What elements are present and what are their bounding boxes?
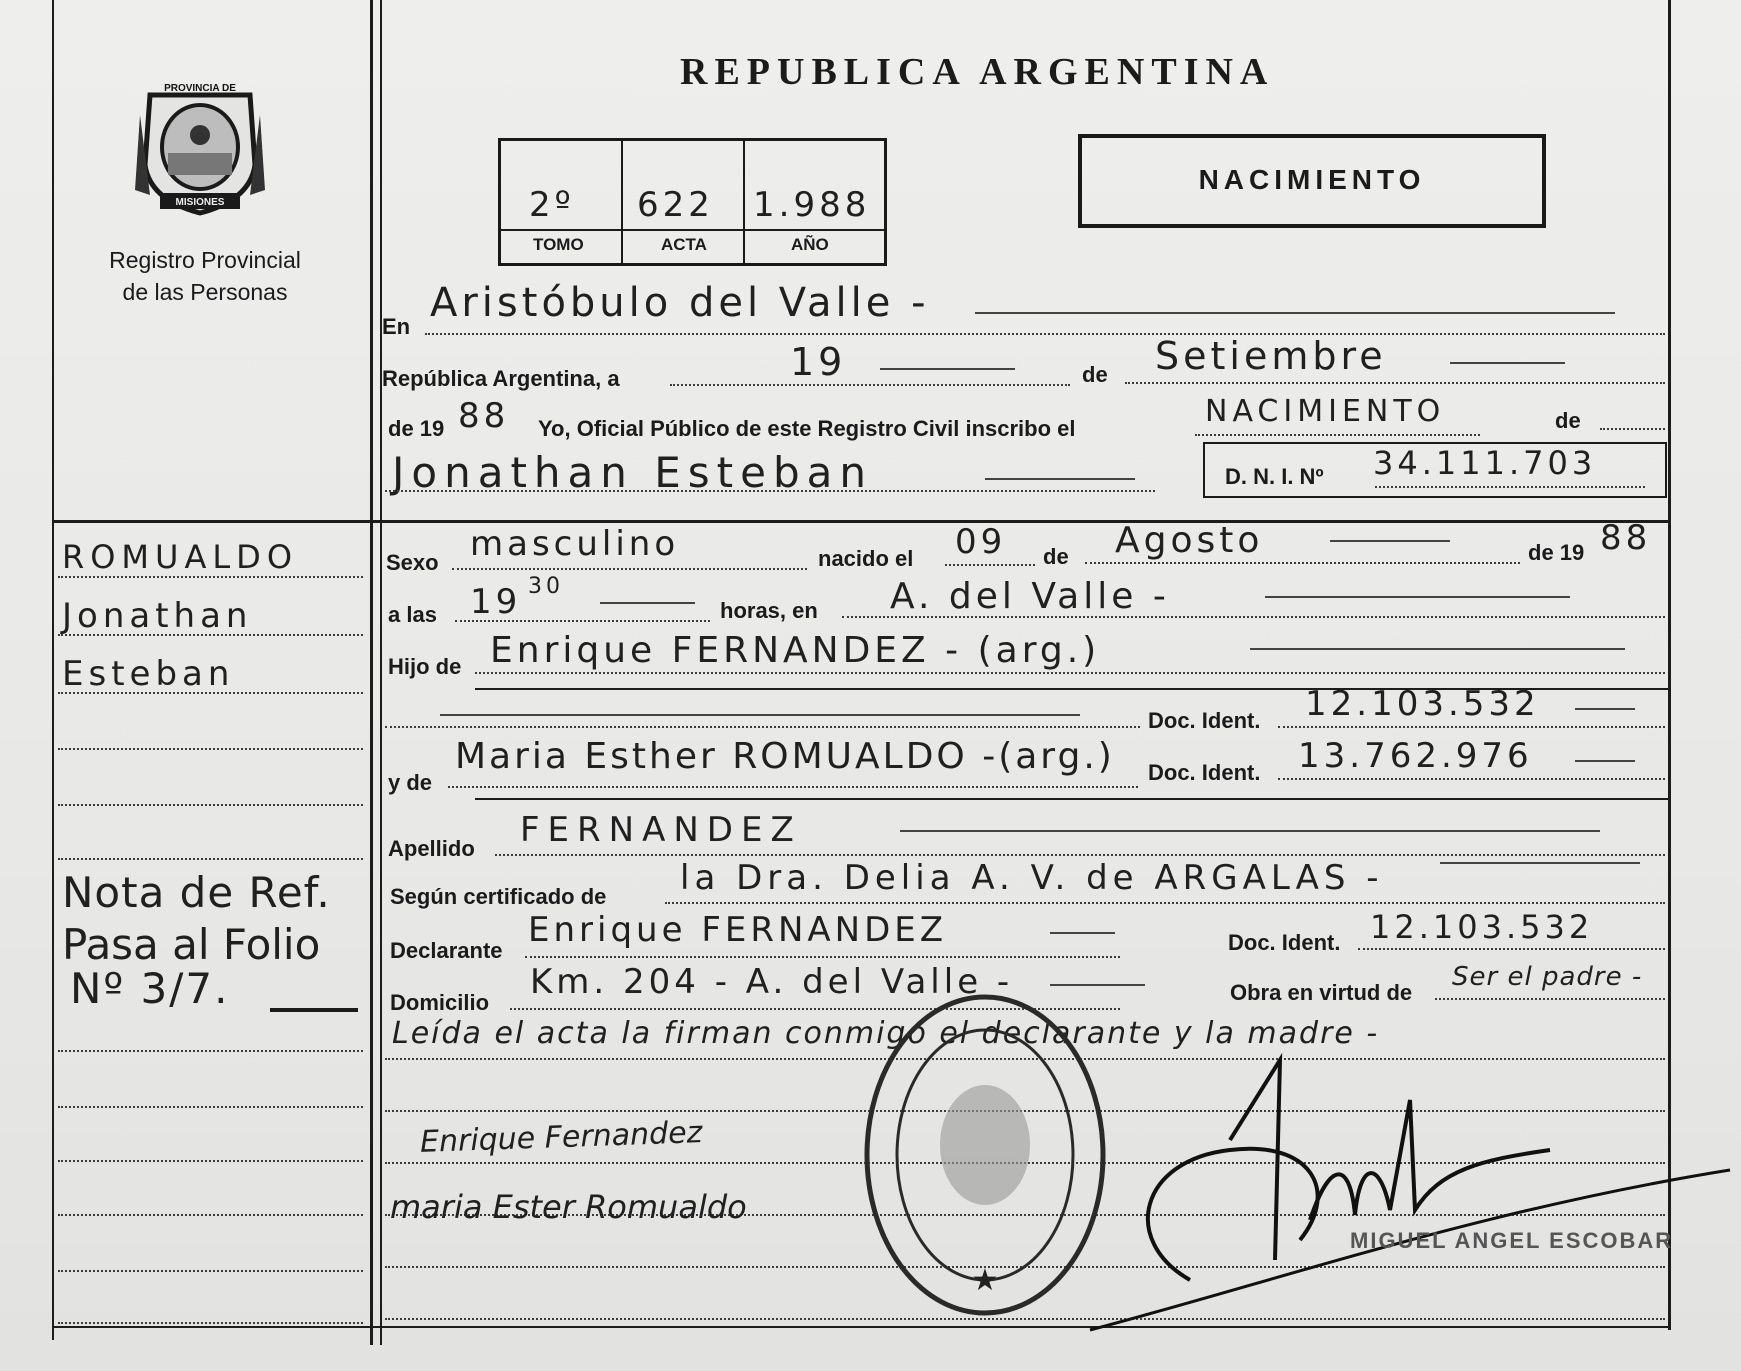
- hijo-label: Hijo de: [388, 654, 462, 679]
- act-value: NACIMIENTO: [1205, 394, 1446, 429]
- en-filler: [975, 312, 1615, 314]
- y-de-label: y de: [388, 770, 433, 795]
- province-seal-logo: [130, 75, 270, 220]
- republica-label: República Argentina, a: [382, 366, 620, 391]
- de19-label-2: de 19: [1528, 540, 1585, 565]
- sidebar-line-8: [58, 1106, 363, 1108]
- father-doc-label: Doc. Ident.: [1148, 708, 1261, 733]
- mother-doc-label: Doc. Ident.: [1148, 760, 1261, 785]
- registry-name: [70, 244, 340, 308]
- obra-label: Obra en virtud de: [1230, 980, 1413, 1005]
- oficial-label: Yo, Oficial Público de este Registro Civil inscribo el: [538, 416, 1076, 441]
- left-margin-edge: [52, 0, 54, 1340]
- sidebar-line-7: [58, 1050, 363, 1052]
- de-label-2: de: [1555, 408, 1581, 433]
- father-signature: Enrique Fernandez: [419, 1115, 703, 1160]
- mother-doc-line: [1278, 778, 1665, 780]
- segun-line: [665, 902, 1665, 904]
- mother-rule: [475, 798, 1670, 800]
- dni-box: [1203, 442, 1667, 498]
- person-name: Jonathan Esteban: [392, 448, 873, 497]
- acta-label: ACTA: [661, 235, 707, 254]
- seal-top-text: PROVINCIA DE: [164, 83, 236, 94]
- official-name: MIGUEL ANGEL ESCOBAR: [1350, 1228, 1674, 1253]
- father-filler: [1250, 648, 1625, 650]
- box-divider: [501, 229, 884, 231]
- declarante-doc-label: Doc. Ident.: [1228, 930, 1341, 955]
- obra-line: [1435, 998, 1665, 1000]
- en-label: En: [382, 314, 411, 339]
- obra-value: Ser el padre -: [1452, 962, 1643, 992]
- margin-note-1: Nota de Ref.: [62, 868, 331, 917]
- anio-value: 1.988: [753, 185, 871, 225]
- father-value: Enrique FERNANDEZ - (arg.): [490, 630, 1101, 671]
- tomo-label: TOMO: [533, 235, 584, 254]
- declarante-value: Enrique FERNANDEZ: [528, 910, 948, 950]
- mother-doc-filler: [1575, 760, 1635, 762]
- declarante-label: Declarante: [390, 938, 503, 963]
- name-filler: [985, 478, 1135, 480]
- sidebar-line-11: [58, 1270, 363, 1272]
- father-doc-filler: [1575, 708, 1635, 710]
- horas-label: horas, en: [720, 598, 818, 623]
- record-type: NACIMIENTO: [1198, 164, 1426, 195]
- mother-line: [448, 786, 1138, 788]
- sidebar-line-3: [58, 692, 363, 694]
- page-title: REPUBLICA ARGENTINA: [680, 51, 1275, 93]
- hour-filler: [600, 602, 695, 604]
- margin-note-2: Pasa al Folio: [62, 920, 321, 969]
- anio-label: AÑO: [791, 235, 829, 254]
- margin-note-3: Nº 3/7.: [70, 964, 230, 1013]
- dni-label: D. N. I. Nº: [1225, 464, 1324, 489]
- birth-day-line: [945, 564, 1035, 566]
- record-number-box: [498, 138, 887, 266]
- mother-doc-value: 13.762.976: [1298, 736, 1533, 776]
- domicilio-filler: [1050, 984, 1145, 986]
- act-line-end: [1600, 428, 1665, 430]
- margin-note-underline: [270, 1008, 358, 1012]
- declarante-line: [525, 956, 1120, 958]
- minute-value: 30: [528, 574, 564, 599]
- act-line: [1195, 434, 1480, 436]
- month-filler: [1450, 362, 1565, 364]
- dni-line: [1375, 486, 1645, 488]
- acta-value: 622: [637, 185, 714, 225]
- sidebar-line-1: [58, 576, 363, 578]
- seal-bottom-text: MISIONES: [175, 197, 225, 208]
- apellido-label: Apellido: [388, 836, 475, 861]
- father-doc-pre-filler: [440, 714, 1080, 716]
- sidebar-line-10: [58, 1214, 363, 1216]
- father-line: [475, 672, 1665, 674]
- mother-signature: maria Ester Romualdo: [390, 1188, 747, 1226]
- domicilio-value: Km. 204 - A. del Valle -: [530, 962, 1014, 1002]
- day-line: [670, 384, 1070, 386]
- registry-line-1: Registro Provincial: [109, 247, 301, 273]
- month-value: Setiembre: [1155, 334, 1387, 378]
- sidebar-line-5: [58, 804, 363, 806]
- tomo-value: 2º: [529, 185, 575, 225]
- margin-surname: ROMUALDO: [62, 538, 298, 576]
- birth-month: Agosto: [1115, 520, 1264, 561]
- a-las-label: a las: [388, 602, 437, 627]
- en-value: Aristóbulo del Valle -: [430, 280, 930, 326]
- name-line: [385, 490, 1155, 492]
- apellido-value: FERNANDEZ: [520, 810, 802, 850]
- de-label-3: de: [1043, 544, 1069, 569]
- sidebar-divider-inner: [380, 0, 382, 1345]
- place-filler: [1265, 596, 1570, 598]
- year-value: 88: [458, 396, 510, 436]
- official-stamp: [860, 990, 1110, 1320]
- sidebar-line-6: [58, 858, 363, 860]
- record-type-box: [1078, 134, 1546, 228]
- sidebar-top-rule: [52, 520, 372, 522]
- sexo-label: Sexo: [386, 550, 439, 575]
- official-signature: [1080, 1040, 1741, 1340]
- month-line: [1125, 382, 1665, 384]
- en-line: [425, 333, 1665, 335]
- margin-first-name: Jonathan: [62, 596, 253, 636]
- father-doc-value: 12.103.532: [1305, 684, 1540, 724]
- birth-month-filler: [1330, 540, 1450, 542]
- sidebar-line-2: [58, 634, 363, 636]
- de-label: de: [1082, 362, 1108, 387]
- father-doc-pre-line: [385, 726, 1140, 728]
- sidebar-line-4: [58, 748, 363, 750]
- day-filler: [880, 368, 1015, 370]
- nacido-label: nacido el: [818, 546, 914, 571]
- segun-label: Según certificado de: [390, 884, 607, 909]
- sidebar-line-9: [58, 1160, 363, 1162]
- birth-month-line: [1085, 562, 1520, 564]
- declarante-doc-line: [1358, 948, 1665, 950]
- father-doc-line: [1278, 726, 1665, 728]
- closing-text: Leída el acta la firman conmigo el declarante y la madre -: [392, 1016, 1380, 1051]
- apellido-filler: [900, 830, 1600, 832]
- sexo-value: masculino: [470, 524, 680, 564]
- dni-value: 34.111.703: [1373, 444, 1597, 482]
- declarante-filler: [1050, 932, 1115, 934]
- day-value: 19: [790, 340, 847, 384]
- birth-year: 88: [1600, 518, 1652, 558]
- svg-text:★: ★: [971, 1264, 999, 1297]
- apellido-line: [495, 854, 1665, 856]
- de19-label: de 19: [388, 416, 445, 441]
- segun-value: la Dra. Delia A. V. de ARGALAS -: [680, 858, 1384, 898]
- declarante-doc-value: 12.103.532: [1370, 908, 1594, 946]
- margin-middle-name: Esteban: [62, 654, 235, 694]
- sidebar-divider: [370, 0, 373, 1345]
- domicilio-label: Domicilio: [390, 990, 490, 1015]
- registry-line-2: de las Personas: [122, 279, 288, 305]
- segun-filler: [1440, 862, 1640, 864]
- mother-value: Maria Esther ROMUALDO -(arg.): [455, 736, 1115, 777]
- sidebar-line-12: [58, 1322, 363, 1324]
- hour-value: 19: [470, 582, 522, 622]
- birth-day: 09: [955, 522, 1007, 562]
- sexo-line: [452, 568, 807, 570]
- place-value: A. del Valle -: [890, 576, 1170, 617]
